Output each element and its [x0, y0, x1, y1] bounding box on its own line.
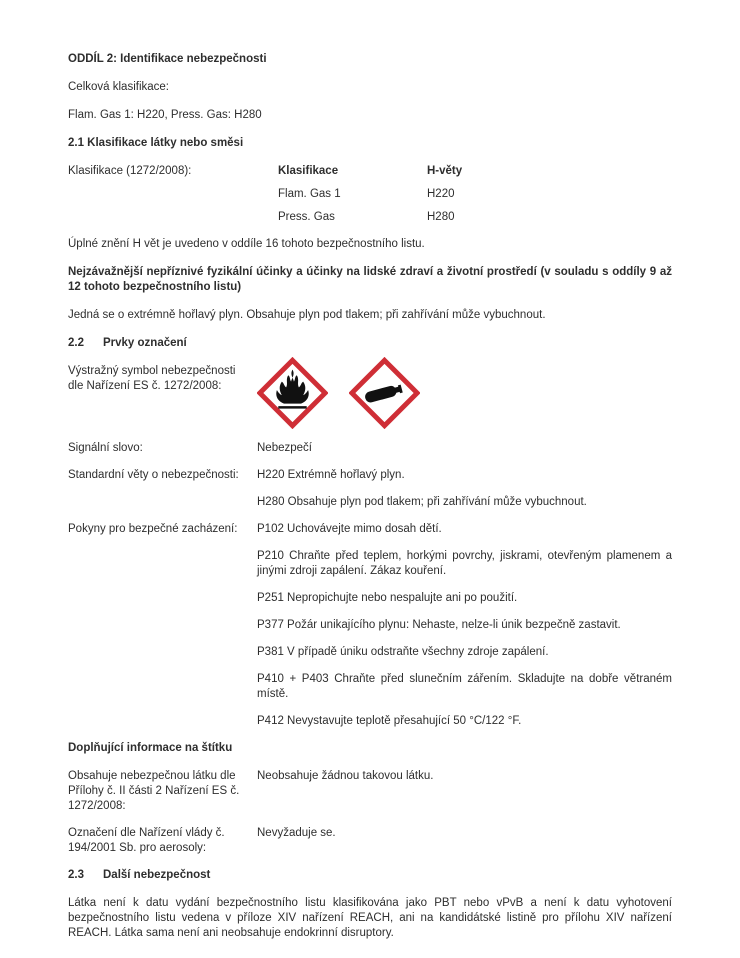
other-hazards-text: Látka není k datu vydání bezpečnostního listu klasifikována jako PBT nebo vPvB a není k datu vyhotovení bezpečnostního listu vedena v příloze XIV nařízení REACH, ani na kandidátské listině pro přílohu XIV nařízení REACH. Látka sama není ani neobsahuje endokrinní disruptory.	[68, 897, 672, 939]
ghs-pictograms	[257, 357, 672, 429]
supplemental-heading: Doplňující informace na štítku	[68, 742, 233, 754]
signal-word-label: Signální slovo:	[68, 442, 143, 454]
hazard-statement: H280 Obsahuje plyn pod tlakem; při zahřívání může vybuchnout.	[257, 496, 587, 508]
signal-word-row	[68, 441, 672, 456]
classification-table	[257, 164, 672, 225]
precautionary-statements-row	[68, 522, 672, 729]
h-phrases-col-header: H-věty	[427, 165, 463, 177]
section-2-1-title: 2.1 Klasifikace látky nebo směsi	[68, 137, 244, 149]
supplemental-row	[68, 826, 672, 856]
overall-classification-label: Celková klasifikace:	[68, 81, 169, 93]
classification-table-header	[278, 164, 672, 179]
classification-col-header: Klasifikace	[278, 165, 339, 177]
supplemental-value: Neobsahuje žádnou takovou látku.	[257, 770, 434, 782]
precautionary-statement: P377 Požár unikajícího plynu: Nehaste, nelze-li únik bezpečně zastavit.	[257, 619, 621, 631]
precautionary-statement: P381 V případě úniku odstraňte všechny zdroje zapálení.	[257, 646, 549, 658]
hazard-statements-row	[68, 468, 672, 510]
signal-word: Nebezpečí	[257, 442, 312, 454]
adverse-effects-text: Jedná se o extrémně hořlavý plyn. Obsahuje plyn pod tlakem; při zahřívání může vybuchnout.	[68, 309, 546, 321]
section-2-3-number: 2.3	[68, 869, 84, 881]
supplemental-value: Nevyžaduje se.	[257, 827, 336, 839]
section-2-3-heading-text: Další nebezpečnost	[103, 869, 211, 881]
classification-cell: Flam. Gas 1	[278, 188, 341, 200]
full-wording-note: Úplné znění H vět je uvedeno v oddíle 16 tohoto bezpečnostního listu.	[68, 238, 425, 250]
precautionary-statement: P102 Uchovávejte mimo dosah dětí.	[257, 523, 442, 535]
hazard-statement: H220 Extrémně hořlavý plyn.	[257, 469, 405, 481]
classification-cell: Press. Gas	[278, 211, 335, 223]
section-2-3-title	[68, 868, 672, 883]
supplemental-row	[68, 769, 672, 814]
classification-label: Klasifikace (1272/2008):	[68, 165, 192, 177]
precautionary-label: Pokyny pro bezpečné zacházení:	[68, 523, 238, 535]
precautionary-statement: P251 Nepropichujte nebo nespalujte ani po použití.	[257, 592, 518, 604]
section-2-2-title	[68, 336, 672, 351]
table-row	[278, 210, 672, 225]
pictogram-row	[68, 364, 672, 429]
supplemental-label: Obsahuje nebezpečnou látku dle Přílohy č. II části 2 Nařízení ES č. 1272/2008:	[68, 770, 240, 812]
section-2-2-heading-text: Prvky označení	[103, 337, 187, 349]
hazard-statements-label: Standardní věty o nebezpečnosti:	[68, 469, 239, 481]
overall-classification-value: Flam. Gas 1: H220, Press. Gas: H280	[68, 109, 262, 121]
adverse-effects-heading: Nejzávažnější nepříznivé fyzikální účinky a účinky na lidské zdraví a životní prostředí (v souladu s oddíly 9 až 12 tohoto bezpečnostního listu)	[68, 266, 672, 293]
precautionary-statement: P412 Nevystavujte teplotě přesahující 50 °C/122 °F.	[257, 715, 522, 727]
supplemental-label: Označení dle Nařízení vlády č. 194/2001 Sb. pro aerosoly:	[68, 827, 225, 854]
classification-row	[68, 164, 672, 225]
precautionary-statement: P210 Chraňte před teplem, horkými povrchy, jiskrami, otevřeným plamenem a jinými zdroji zapálení. Zákaz kouření.	[257, 550, 672, 577]
section-2-2-number: 2.2	[68, 337, 84, 349]
precautionary-statement: P410 + P403 Chraňte před slunečním zářením. Skladujte na dobře větraném místě.	[257, 673, 672, 700]
ghs02-flame-pictogram-icon	[257, 357, 328, 429]
h-phrase-cell: H220	[427, 188, 455, 200]
table-row	[278, 187, 672, 202]
pictogram-label: Výstražný symbol nebezpečnosti dle Nařízení ES č. 1272/2008:	[68, 365, 236, 392]
h-phrase-cell: H280	[427, 211, 455, 223]
section-2-title: ODDÍL 2: Identifikace nebezpečnosti	[68, 53, 267, 65]
ghs04-gas-cylinder-pictogram-icon	[349, 357, 420, 429]
